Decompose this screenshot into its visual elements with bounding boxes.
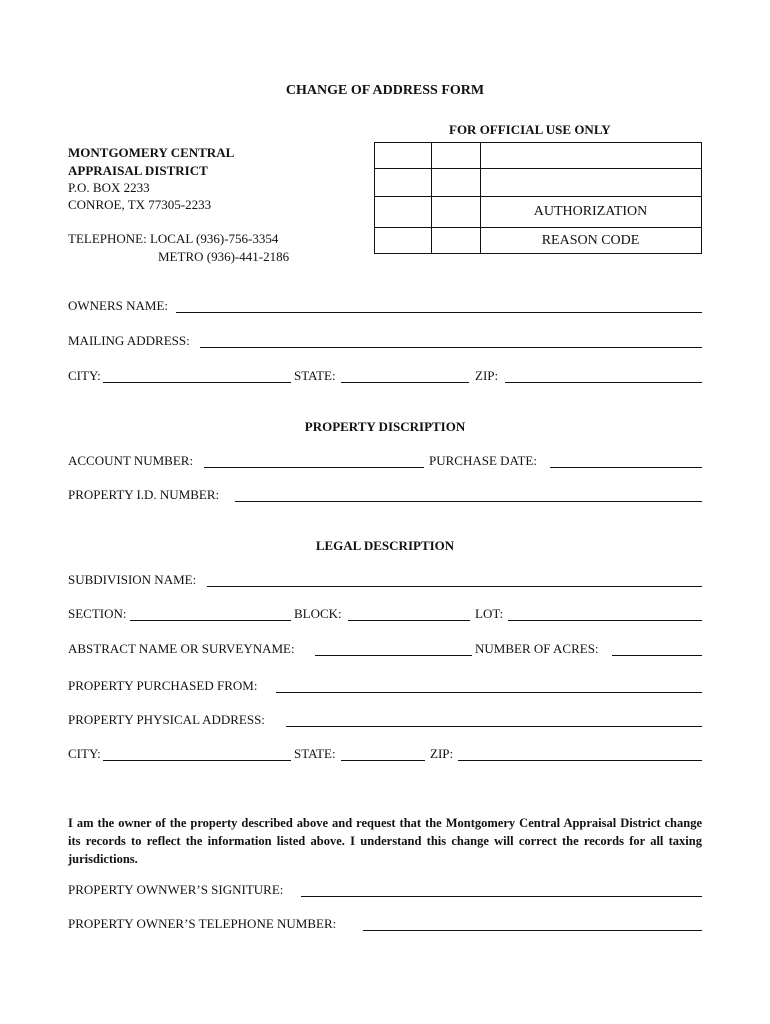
lot-label: LOT: — [475, 606, 504, 621]
property-zip-label: ZIP: — [430, 746, 454, 761]
abstract-name-label: ABSTRACT NAME OR SURVEYNAME: — [68, 641, 295, 656]
owner-city-state-zip-row — [68, 368, 702, 386]
account-number-field[interactable] — [204, 467, 424, 468]
subdivision-name-field[interactable] — [207, 586, 702, 587]
owners-name-field[interactable] — [176, 312, 702, 313]
account-number-label: ACCOUNT NUMBER: — [68, 453, 194, 468]
subdivision-row — [68, 572, 702, 590]
mailing-address-label: MAILING ADDRESS: — [68, 333, 190, 348]
purchased-from-row — [68, 678, 702, 696]
property-zip-field[interactable] — [458, 760, 702, 761]
purchase-date-field[interactable] — [550, 467, 702, 468]
property-description-heading: PROPERTY DISCRIPTION — [304, 419, 466, 434]
section-field[interactable] — [130, 620, 291, 621]
owner-telephone-label: PROPERTY OWNER’S TELEPHONE NUMBER: — [68, 916, 337, 931]
account-purchase-row — [68, 453, 702, 471]
signature-field[interactable] — [301, 896, 702, 897]
owner-zip-field[interactable] — [505, 382, 702, 383]
signature-label: PROPERTY OWNWER’S SIGNITURE: — [68, 882, 284, 897]
owner-telephone-field[interactable] — [363, 930, 702, 931]
owners-name-label: OWNERS NAME: — [68, 298, 169, 313]
property-city-label: CITY: — [68, 746, 101, 761]
authorization-label: AUTHORIZATION — [533, 204, 648, 219]
official-use-label: FOR OFFICIAL USE ONLY — [449, 122, 611, 137]
district-name-line1: MONTGOMERY CENTRAL — [68, 145, 235, 160]
block-field[interactable] — [348, 620, 470, 621]
owner-state-label: STATE: — [294, 368, 336, 383]
block-label: BLOCK: — [294, 606, 342, 621]
mailing-address-field[interactable] — [200, 347, 702, 348]
property-state-label: STATE: — [294, 746, 336, 761]
abstract-acres-row — [68, 641, 702, 659]
physical-address-field[interactable] — [286, 726, 702, 727]
district-telephone-metro: METRO (936)-441-2186 — [158, 249, 290, 264]
legal-description-heading: LEGAL DESCRIPTION — [315, 538, 455, 553]
reason-code-label: REASON CODE — [541, 233, 640, 248]
official-cell-1[interactable] — [375, 143, 431, 168]
form-title: CHANGE OF ADDRESS FORM — [285, 83, 485, 98]
section-block-lot-row — [68, 606, 702, 624]
official-cell-2[interactable] — [431, 143, 480, 168]
official-use-table — [374, 142, 702, 254]
property-city-state-zip-row — [68, 746, 702, 764]
official-cell-3[interactable] — [480, 143, 701, 168]
purchased-from-field[interactable] — [276, 692, 702, 693]
mailing-address-row — [68, 333, 702, 351]
section-label: SECTION: — [68, 606, 127, 621]
purchased-from-label: PROPERTY PURCHASED FROM: — [68, 678, 258, 693]
district-city-state-zip: CONROE, TX 77305-2233 — [68, 197, 212, 212]
property-id-label: PROPERTY I.D. NUMBER: — [68, 487, 220, 502]
district-name-line2: APPRAISAL DISTRICT — [68, 163, 208, 178]
property-city-field[interactable] — [103, 760, 291, 761]
signature-row — [68, 882, 702, 900]
number-of-acres-label: NUMBER OF ACRES: — [475, 641, 599, 656]
subdivision-name-label: SUBDIVISION NAME: — [68, 572, 197, 587]
lot-field[interactable] — [508, 620, 702, 621]
property-id-field[interactable] — [235, 501, 702, 502]
owner-telephone-row — [68, 916, 702, 934]
purchase-date-label: PURCHASE DATE: — [429, 453, 537, 468]
district-telephone-local: TELEPHONE: LOCAL (936)-756-3354 — [68, 231, 279, 246]
physical-address-label: PROPERTY PHYSICAL ADDRESS: — [68, 712, 265, 727]
owner-state-field[interactable] — [341, 382, 469, 383]
owner-city-label: CITY: — [68, 368, 101, 383]
number-of-acres-field[interactable] — [612, 655, 702, 656]
owners-name-row — [68, 298, 702, 316]
abstract-name-field[interactable] — [315, 655, 472, 656]
owner-zip-label: ZIP: — [475, 368, 499, 383]
property-id-row — [68, 487, 702, 505]
district-po-box: P.O. BOX 2233 — [68, 180, 150, 195]
owner-statement: I am the owner of the property described above and request that the Montgomery Central Appraisal District change its records to reflect the information listed above. I understand this change will correct the records for all taxing jurisdictions. — [68, 816, 702, 866]
physical-address-row — [68, 712, 702, 730]
owner-city-field[interactable] — [103, 382, 291, 383]
property-state-field[interactable] — [341, 760, 425, 761]
